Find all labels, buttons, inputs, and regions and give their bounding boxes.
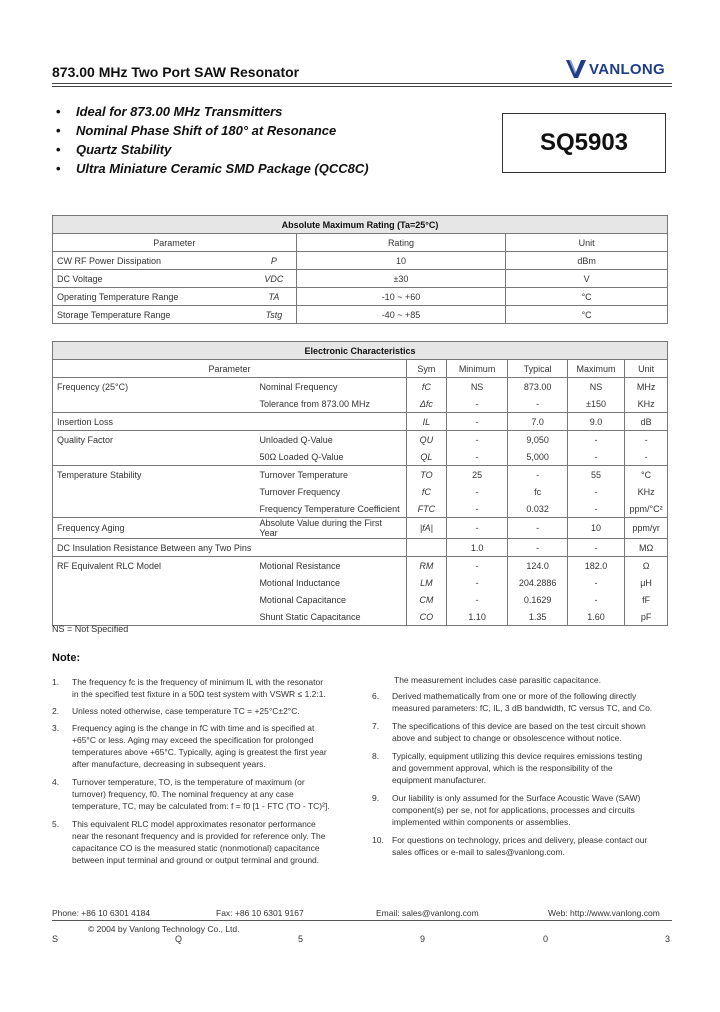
- table-row: [53, 483, 668, 500]
- max-cell: 182.0: [567, 557, 624, 575]
- min-cell: -: [446, 557, 508, 575]
- group-cell: Insertion Loss: [53, 413, 256, 431]
- rating-cell: ±30: [296, 270, 506, 288]
- note-number: 1.: [52, 677, 60, 687]
- footer-phone: Phone: +86 10 6301 4184: [52, 908, 151, 918]
- param-cell: [255, 413, 406, 431]
- unit-cell: °C: [506, 306, 668, 324]
- note-text: Our liability is only assumed for the Surface Acoustic Wave (SAW) component(s) per se, not for applications, processes and circuits implemented within components or assemblies.: [392, 793, 641, 827]
- note-number: 2.: [52, 706, 60, 716]
- table-row: [53, 306, 668, 324]
- table-row: [53, 539, 668, 557]
- unit-cell: -: [625, 431, 668, 449]
- param-cell: Turnover Temperature: [255, 466, 406, 484]
- header-unit: Unit: [506, 234, 668, 252]
- typ-cell: 7.0: [508, 413, 567, 431]
- unit-cell: ppm/°C²: [625, 500, 668, 518]
- symbol-cell: TA: [252, 288, 296, 306]
- table-title: Electronic Characteristics: [53, 342, 668, 360]
- group-cell: [53, 591, 256, 608]
- group-cell: Frequency (25°C): [53, 378, 256, 396]
- table-row: [53, 466, 668, 484]
- header-unit: Unit: [625, 360, 668, 378]
- max-cell: -: [567, 500, 624, 518]
- note-number: 6.: [372, 691, 380, 701]
- group-cell: [53, 574, 256, 591]
- min-cell: -: [446, 448, 508, 466]
- typ-cell: 204.2886: [508, 574, 567, 591]
- typ-cell: -: [508, 518, 567, 539]
- feature-list: [52, 102, 369, 178]
- unit-cell: Ω: [625, 557, 668, 575]
- header-typical: Typical: [508, 360, 567, 378]
- max-cell: -: [567, 448, 624, 466]
- min-cell: -: [446, 483, 508, 500]
- param-cell: Nominal Frequency: [255, 378, 406, 396]
- unit-cell: KHz: [625, 395, 668, 413]
- group-cell: RF Equivalent RLC Model: [53, 557, 256, 575]
- copyright: © 2004 by Vanlong Technology Co., Ltd.: [88, 924, 240, 934]
- typ-cell: fc: [508, 483, 567, 500]
- header-parameter: Parameter: [53, 360, 407, 378]
- group-cell: Temperature Stability: [53, 466, 256, 484]
- max-cell: -: [567, 483, 624, 500]
- unit-cell: μH: [625, 574, 668, 591]
- table-row: [53, 431, 668, 449]
- max-cell: NS: [567, 378, 624, 396]
- param-cell: [255, 539, 406, 557]
- max-cell: 1.60: [567, 608, 624, 626]
- table-row: [53, 288, 668, 306]
- note-text: Typically, equipment utilizing this device requires emissions testing and government approval, which is the responsibility of the equipment manufacturer.: [392, 751, 643, 785]
- param-cell: Absolute Value during the First Year: [255, 518, 406, 539]
- min-cell: 1.0: [446, 539, 508, 557]
- rating-cell: -40 ~ +85: [296, 306, 506, 324]
- param-cell: 50Ω Loaded Q-Value: [255, 448, 406, 466]
- part-number-box: SQ5903: [502, 113, 666, 173]
- page-letter: Q: [175, 934, 183, 944]
- header-rule-thin: [52, 86, 672, 87]
- feature-item: • Ultra Miniature Ceramic SMD Package (QCC8C): [52, 159, 369, 178]
- min-cell: -: [446, 500, 508, 518]
- absolute-max-rating-table: [52, 215, 668, 324]
- table-row: [53, 574, 668, 591]
- header-sym: Sym: [407, 360, 447, 378]
- vanlong-v-logo-icon: [566, 60, 586, 78]
- page-letter: 3: [665, 934, 671, 944]
- symbol-cell: Tstg: [252, 306, 296, 324]
- unit-cell: MHz: [625, 378, 668, 396]
- unit-cell: V: [506, 270, 668, 288]
- group-cell: [53, 448, 256, 466]
- min-cell: -: [446, 574, 508, 591]
- table-row: [53, 378, 668, 396]
- unit-cell: ppm/yr: [625, 518, 668, 539]
- note-text: The specifications of this device are based on the test circuit shown above and subject to change or obsolescence without notice.: [392, 721, 646, 743]
- unit-cell: dB: [625, 413, 668, 431]
- note-text: Derived mathematically from one or more of the following directly measured parameters: fC, IL, 3 dB bandwidth, fC versus TC, and Co.: [392, 691, 653, 713]
- group-cell: [53, 608, 256, 626]
- note-heading: Note:: [52, 652, 81, 664]
- param-cell: Unloaded Q-Value: [255, 431, 406, 449]
- symbol-cell: P: [252, 252, 296, 270]
- note-text: Frequency aging is the change in fC with time and is specified at +65°C or less. Aging may exceed the specification for prolonged temperatures above +65°C. Typically, aging is greatest the first year after manufacture, decreasing in subsequent years.: [72, 723, 327, 769]
- param-cell: Storage Temperature Range: [53, 306, 253, 324]
- max-cell: 9.0: [567, 413, 624, 431]
- group-cell: [53, 483, 256, 500]
- param-cell: DC Voltage: [53, 270, 253, 288]
- symbol-cell: IL: [407, 413, 447, 431]
- group-cell: DC Insulation Resistance Between any Two Pins: [53, 539, 256, 557]
- header-parameter: Parameter: [53, 234, 297, 252]
- symbol-cell: TO: [407, 466, 447, 484]
- page-letter: 0: [543, 934, 549, 944]
- symbol-cell: QL: [407, 448, 447, 466]
- header-rule: [52, 83, 672, 84]
- table-row: [53, 500, 668, 518]
- document-title: 873.00 MHz Two Port SAW Resonator: [52, 64, 300, 80]
- typ-cell: -: [508, 466, 567, 484]
- symbol-cell: [407, 539, 447, 557]
- max-cell: -: [567, 591, 624, 608]
- table-row: [53, 395, 668, 413]
- header-rating: Rating: [296, 234, 506, 252]
- symbol-cell: VDC: [252, 270, 296, 288]
- note-number: 3.: [52, 723, 60, 733]
- symbol-cell: fC: [407, 378, 447, 396]
- note-text: This equivalent RLC model approximates resonator performance near the resonant frequency and is provided for reference only. The capacitance CO is the measured static (nonmotional) capacitance between input terminal and ground or output terminal and ground.: [72, 819, 326, 865]
- typ-cell: 0.032: [508, 500, 567, 518]
- param-cell: Motional Capacitance: [255, 591, 406, 608]
- group-cell: [53, 500, 256, 518]
- note-number: 8.: [372, 751, 380, 761]
- group-cell: Quality Factor: [53, 431, 256, 449]
- rating-cell: 10: [296, 252, 506, 270]
- unit-cell: °C: [506, 288, 668, 306]
- param-cell: CW RF Power Dissipation: [53, 252, 253, 270]
- table-row: [53, 413, 668, 431]
- param-cell: Motional Resistance: [255, 557, 406, 575]
- min-cell: -: [446, 431, 508, 449]
- note-number: 4.: [52, 777, 60, 787]
- param-cell: Turnover Frequency: [255, 483, 406, 500]
- min-cell: 25: [446, 466, 508, 484]
- unit-cell: fF: [625, 591, 668, 608]
- max-cell: -: [567, 539, 624, 557]
- header-maximum: Maximum: [567, 360, 624, 378]
- symbol-cell: fC: [407, 483, 447, 500]
- header-minimum: Minimum: [446, 360, 508, 378]
- param-cell: Operating Temperature Range: [53, 288, 253, 306]
- note-number: 5.: [52, 819, 60, 829]
- typ-cell: 124.0: [508, 557, 567, 575]
- typ-cell: 9,050: [508, 431, 567, 449]
- param-cell: Frequency Temperature Coefficient: [255, 500, 406, 518]
- note-number: 10.: [372, 835, 384, 845]
- symbol-cell: RM: [407, 557, 447, 575]
- table-row: [53, 557, 668, 575]
- max-cell: 55: [567, 466, 624, 484]
- table-row: [53, 518, 668, 539]
- table-row: [53, 448, 668, 466]
- group-cell: [53, 395, 256, 413]
- symbol-cell: FTC: [407, 500, 447, 518]
- unit-cell: pF: [625, 608, 668, 626]
- min-cell: -: [446, 518, 508, 539]
- max-cell: ±150: [567, 395, 624, 413]
- footer-rule: [52, 920, 672, 921]
- symbol-cell: QU: [407, 431, 447, 449]
- symbol-cell: CO: [407, 608, 447, 626]
- typ-cell: 873.00: [508, 378, 567, 396]
- note-number: 7.: [372, 721, 380, 731]
- max-cell: -: [567, 431, 624, 449]
- brand-name: VANLONG: [589, 60, 665, 78]
- note-text: Turnover temperature, TO, is the temperature of maximum (or turnover) frequency, f0. The nominal frequency at any case temperature, TC, may be calculated from: f = f0 [1 - FTC (TO - TC)²].: [72, 777, 330, 811]
- min-cell: -: [446, 395, 508, 413]
- unit-cell: MΩ: [625, 539, 668, 557]
- typ-cell: 1.35: [508, 608, 567, 626]
- feature-item: • Ideal for 873.00 MHz Transmitters: [52, 102, 369, 121]
- symbol-cell: |fA|: [407, 518, 447, 539]
- min-cell: -: [446, 591, 508, 608]
- footer-email[interactable]: Email: sales@vanlong.com: [376, 908, 479, 918]
- typ-cell: 0.1629: [508, 591, 567, 608]
- symbol-cell: Δfc: [407, 395, 447, 413]
- rating-cell: -10 ~ +60: [296, 288, 506, 306]
- table-row: [53, 591, 668, 608]
- footer-fax: Fax: +86 10 6301 9167: [216, 908, 304, 918]
- typ-cell: -: [508, 539, 567, 557]
- table-title: Absolute Maximum Rating (Ta=25°C): [53, 216, 668, 234]
- typ-cell: 5,000: [508, 448, 567, 466]
- max-cell: -: [567, 574, 624, 591]
- ns-footnote: NS = Not Specified: [52, 624, 129, 634]
- unit-cell: dBm: [506, 252, 668, 270]
- page-letter: 5: [298, 934, 304, 944]
- param-cell: Motional Inductance: [255, 574, 406, 591]
- table-row: [53, 270, 668, 288]
- vanlong-logo: [566, 60, 665, 78]
- param-cell: Tolerance from 873.00 MHz: [255, 395, 406, 413]
- feature-item: • Quartz Stability: [52, 140, 369, 159]
- group-cell: Frequency Aging: [53, 518, 256, 539]
- min-cell: -: [446, 413, 508, 431]
- note-text: Unless noted otherwise, case temperature TC = +25°C±2°C.: [72, 706, 300, 716]
- max-cell: 10: [567, 518, 624, 539]
- symbol-cell: CM: [407, 591, 447, 608]
- feature-item: • Nominal Phase Shift of 180° at Resonance: [52, 121, 369, 140]
- footer-web[interactable]: Web: http://www.vanlong.com: [548, 908, 660, 918]
- unit-cell: KHz: [625, 483, 668, 500]
- table-row: [53, 252, 668, 270]
- page-letter: 9: [420, 934, 426, 944]
- note-text: The frequency fc is the frequency of minimum IL with the resonator in the specified test fixture in a 50Ω test system with VSWR ≤ 1.2:1.: [72, 677, 326, 699]
- electronic-characteristics-table: [52, 341, 668, 626]
- unit-cell: °C: [625, 466, 668, 484]
- page-letter: S: [52, 934, 59, 944]
- note-lead: The measurement includes case parasitic capacitance.: [394, 675, 601, 685]
- min-cell: 1.10: [446, 608, 508, 626]
- note-number: 9.: [372, 793, 380, 803]
- typ-cell: -: [508, 395, 567, 413]
- symbol-cell: LM: [407, 574, 447, 591]
- param-cell: Shunt Static Capacitance: [255, 608, 406, 626]
- table-row: [53, 608, 668, 626]
- note-text: For questions on technology, prices and delivery, please contact our sales offices or e-mail to sales@vanlong.com.: [392, 835, 648, 857]
- min-cell: NS: [446, 378, 508, 396]
- unit-cell: -: [625, 448, 668, 466]
